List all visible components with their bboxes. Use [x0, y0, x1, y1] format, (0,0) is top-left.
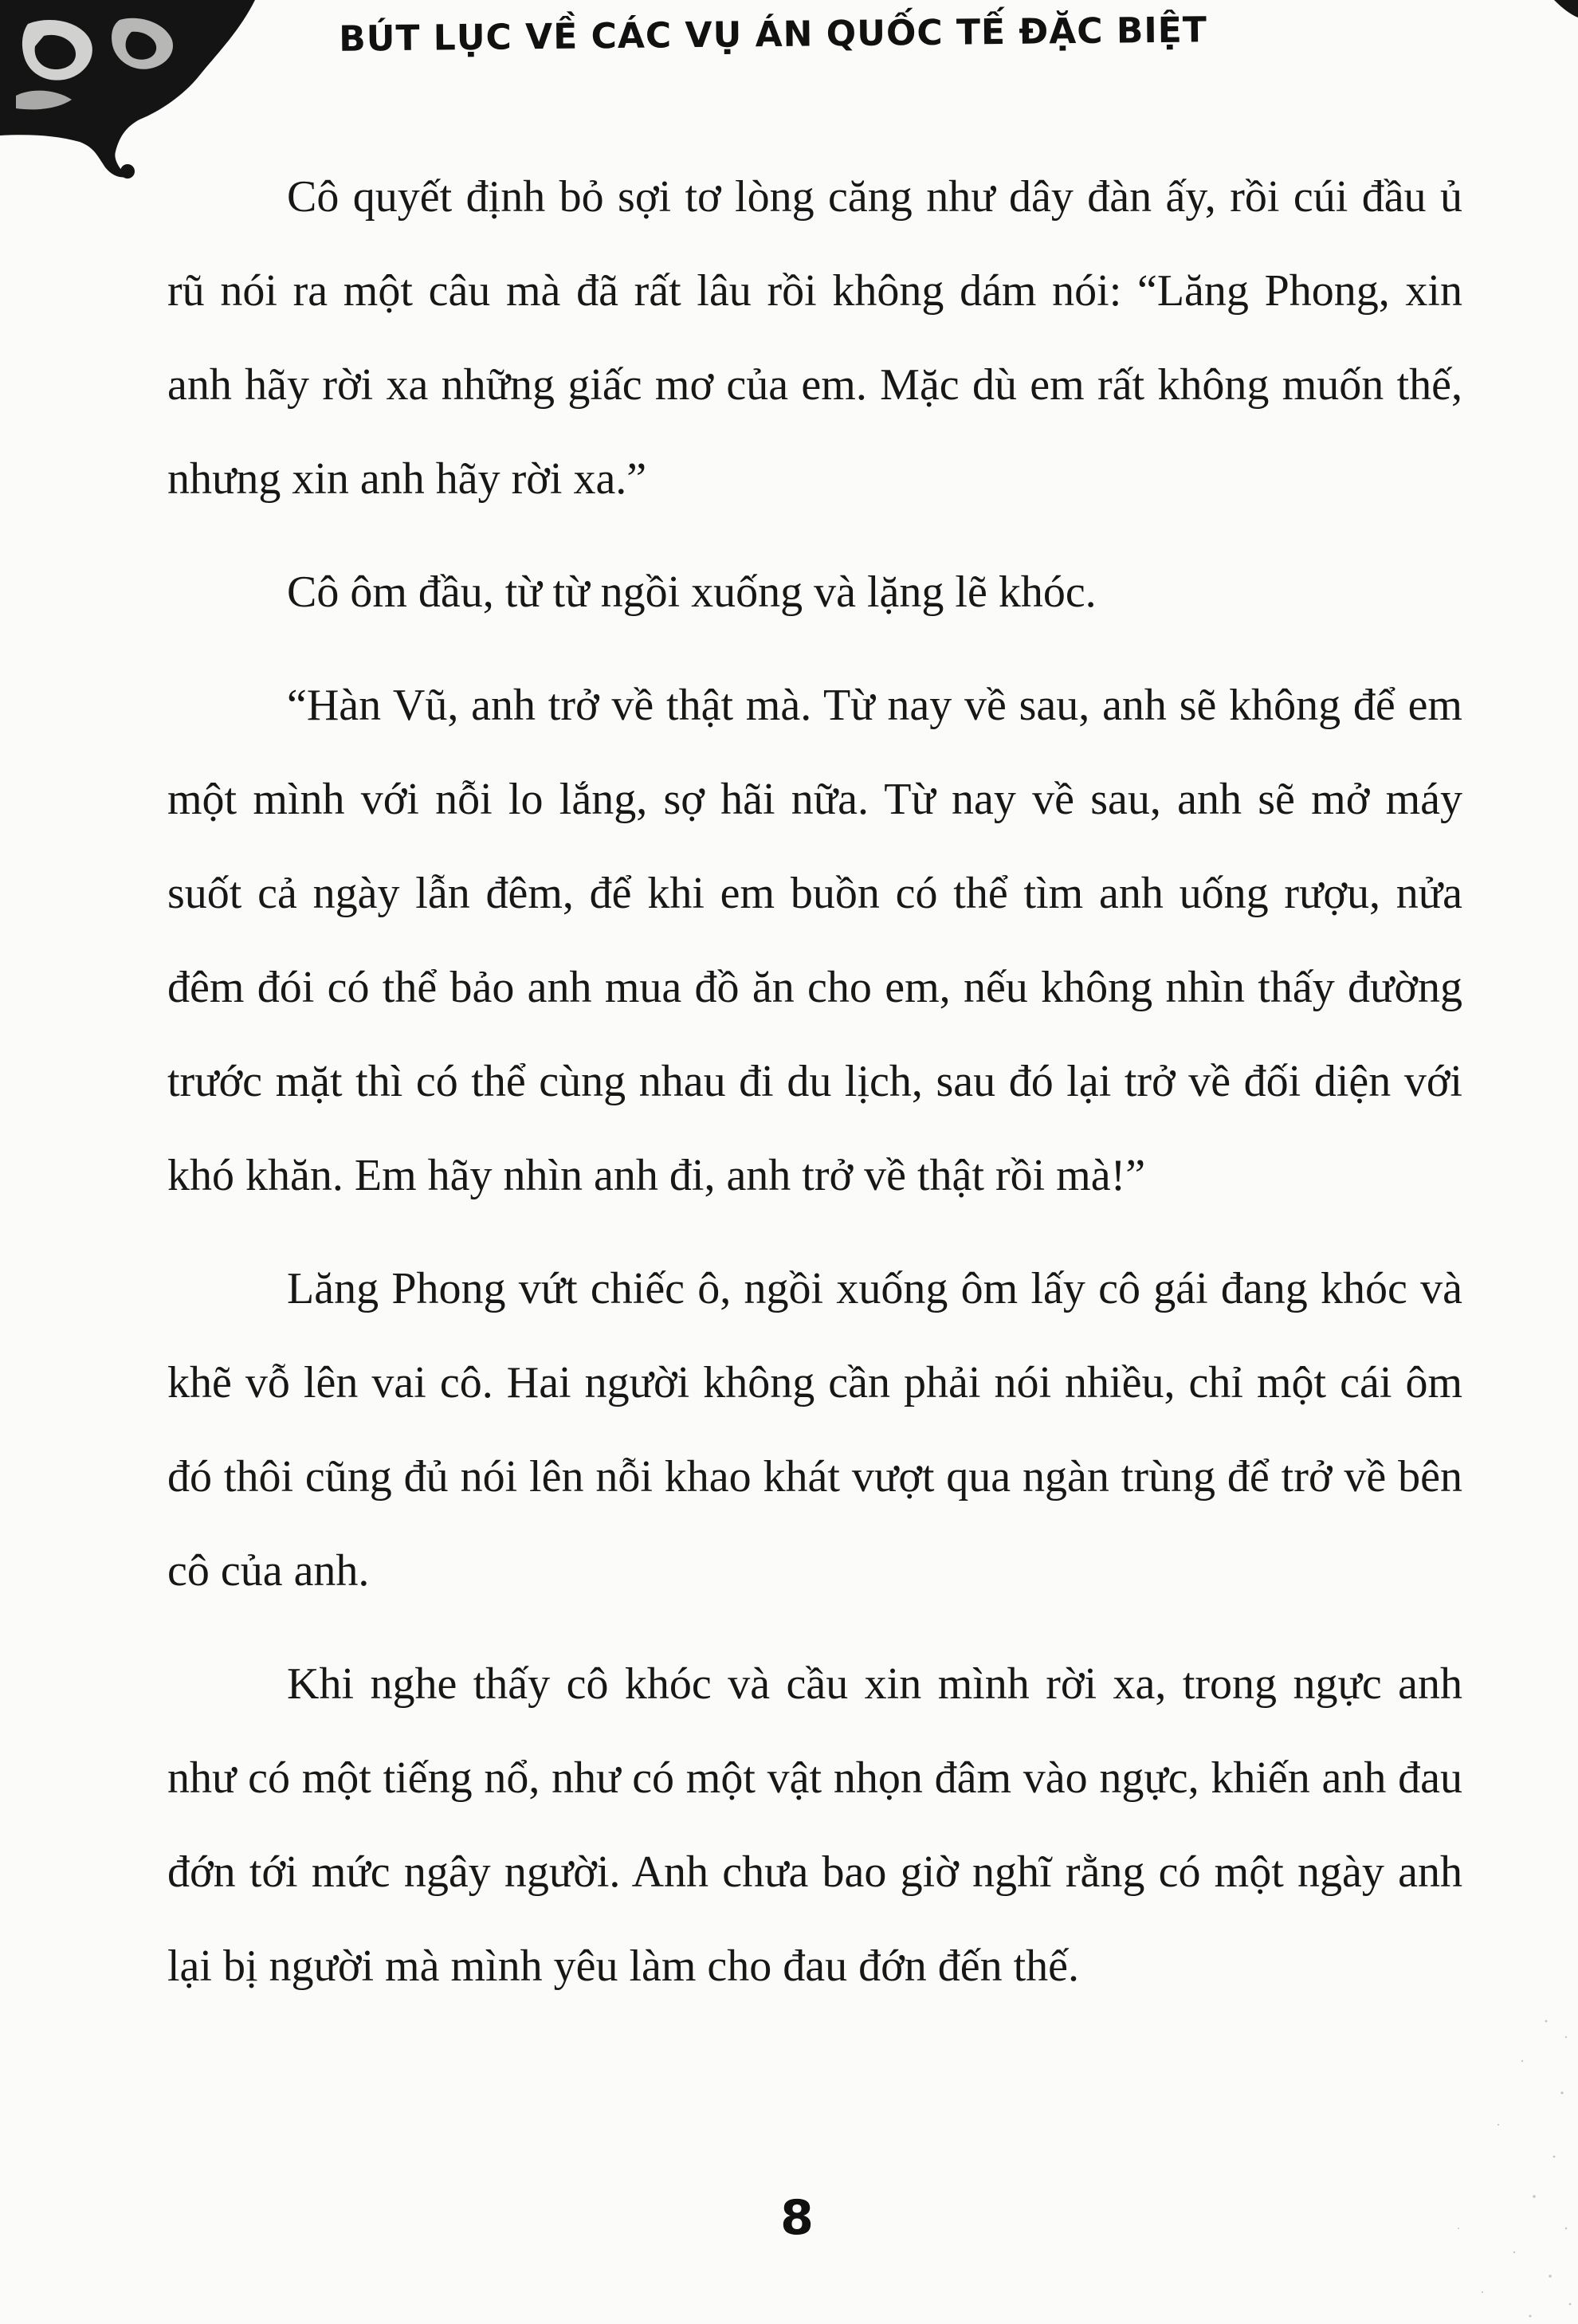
paragraph-4: Lăng Phong vứt chiếc ô, ngồi xuống ôm lấy cô gái đang khóc và khẽ vỗ lên vai cô. Hai người không cần phải nói nhiều, chỉ một cái ôm đó thôi cũng đủ nói lên nỗi khao khát vượt qua ngàn trùng để trở về bên cô của anh. [167, 1264, 1462, 1596]
paragraph-1: Cô quyết định bỏ sợi tơ lòng căng như dây đàn ấy, rồi cúi đầu ủ rũ nói ra một câu mà đã rất lâu rồi không dám nói: “Lăng Phong, xin anh hãy rời xa những giấc mơ của em. Mặc dù em rất không muốn thế, nhưng xin anh hãy rời xa.” [167, 172, 1462, 504]
paragraph-2: Cô ôm đầu, từ từ ngồi xuống và lặng lẽ khóc. [287, 567, 1097, 617]
paragraph-3: “Hàn Vũ, anh trở về thật mà. Từ nay về sau, anh sẽ không để em một mình với nỗi lo lắng, sợ hãi nữa. Từ nay về sau, anh sẽ mở máy suốt cả ngày lẫn đêm, để khi em buồn có thể tìm anh uống rượu, nửa đêm đói có thể bảo anh mua đồ ăn cho em, nếu không nhìn thấy đường trước mặt thì có thể cùng nhau đi du lịch, sau đó lại trở về đối diện với khó khăn. Em hãy nhìn anh đi, anh trở về thật rồi mà!” [167, 681, 1462, 1200]
body-text [167, 150, 1462, 2013]
page-number: 8 [780, 2190, 814, 2246]
paragraph-5: Khi nghe thấy cô khóc và cầu xin mình rời xa, trong ngực anh như có một tiếng nổ, như có một vật nhọn đâm vào ngực, khiến anh đau đớn tới mức ngây người. Anh chưa bao giờ nghĩ rằng có một ngày anh lại bị người mà mình yêu làm cho đau đớn đến thế. [167, 1659, 1462, 1991]
corner-mark-icon [1546, 0, 1578, 24]
paper-speckle-texture [1403, 1989, 1578, 2324]
running-title: BÚT LỤC VỀ CÁC VỤ ÁN QUỐC TẾ ĐẶC BIỆT [338, 10, 1208, 60]
